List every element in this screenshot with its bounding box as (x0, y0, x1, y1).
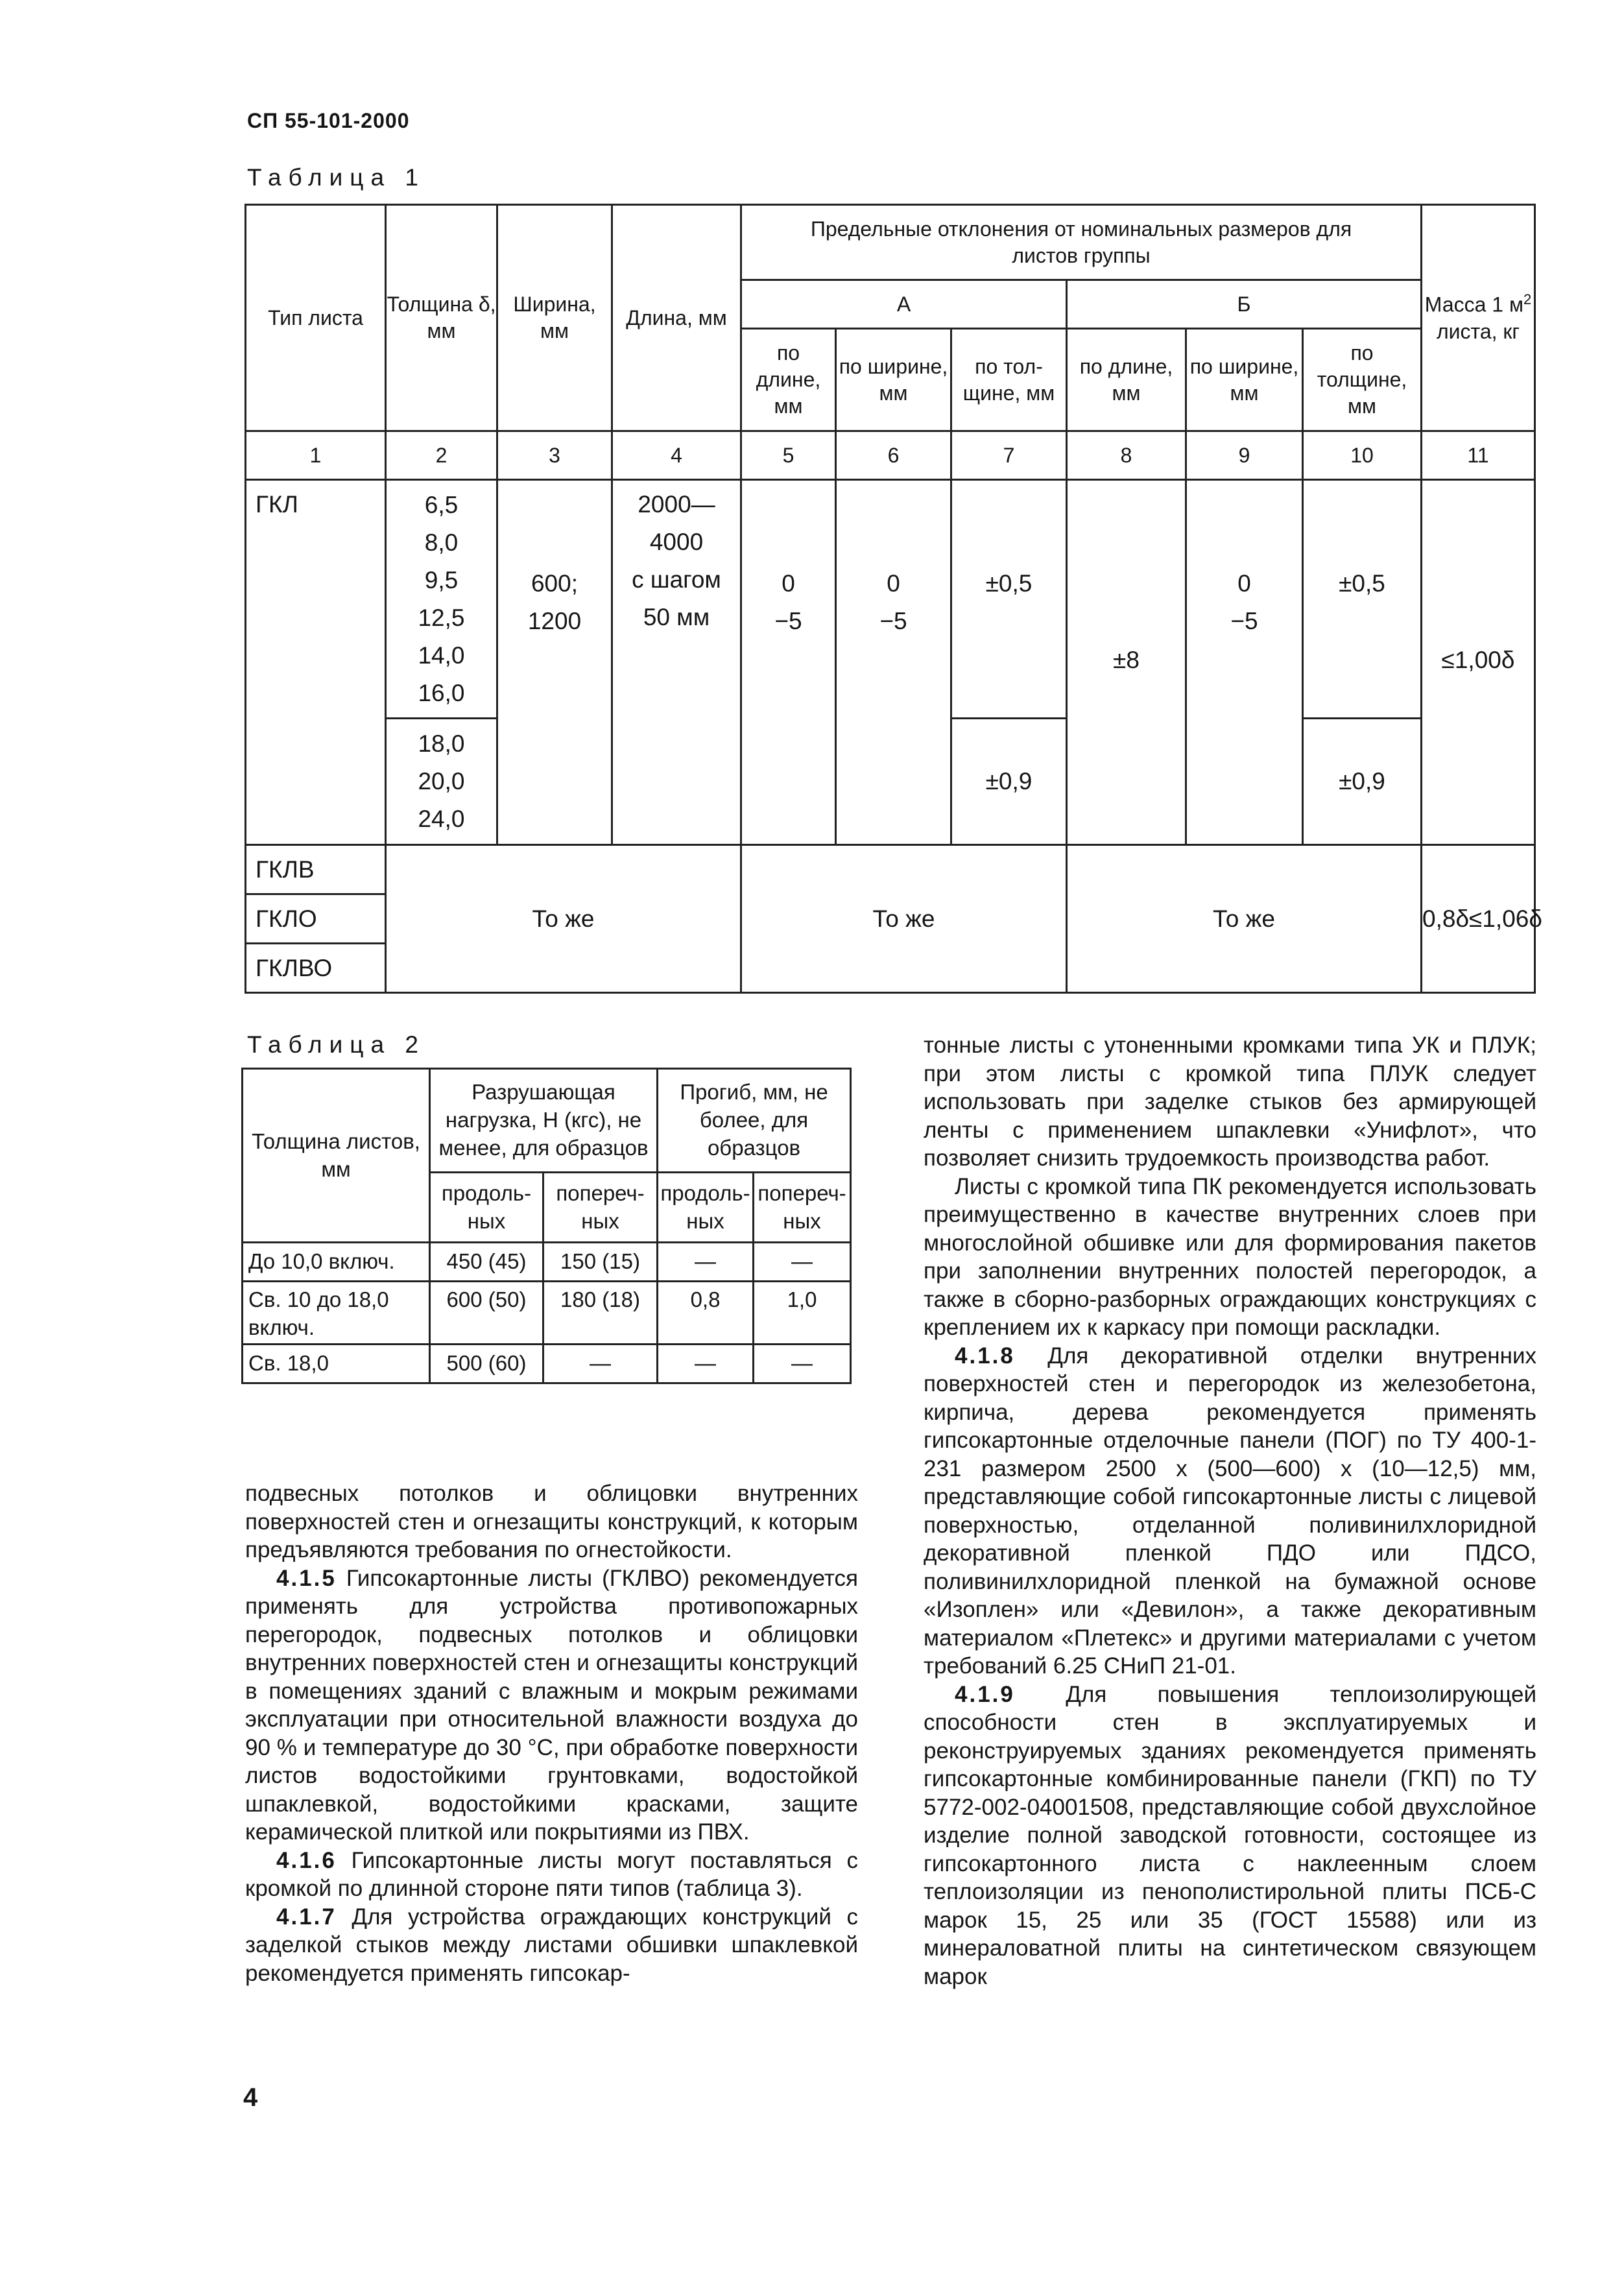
header-mass: Масса 1 $м^2$ листа, кг (1422, 205, 1535, 431)
table-cell: 450 (45) (430, 1243, 543, 1282)
column-number: 3 (497, 431, 612, 480)
table-cell: — (754, 1243, 851, 1282)
width-values: 600; 1200 (497, 480, 612, 845)
a-thickness-tolerance-1: ±0,5 (951, 480, 1067, 719)
header-width: Ширина, мм (497, 205, 612, 431)
header-b-length: по длине, мм (1067, 329, 1186, 431)
table1 (245, 204, 1542, 994)
column-number: 4 (612, 431, 741, 480)
header-deflection: Прогиб, мм, не более, для образцов (658, 1069, 851, 1173)
same-as-above-2: То же (741, 845, 1067, 993)
table-cell: — (658, 1243, 754, 1282)
table-cell: 0,8 (658, 1282, 754, 1345)
column-number: 10 (1303, 431, 1422, 480)
b-width-tolerance: 0 −5 (1186, 480, 1303, 845)
header-deviations: Предельные отклонения от номинальных размеров для листов группы (741, 205, 1422, 280)
table-cell: 1,0 (754, 1282, 851, 1345)
header-transverse: попереч-ных (754, 1173, 851, 1243)
table-cell: — (754, 1345, 851, 1383)
table2-caption: Таблица 2 (247, 1031, 425, 1058)
column-number: 1 (246, 431, 386, 480)
same-as-above-1: То же (386, 845, 741, 993)
paragraph-4-1-5: 4.1.5 Гипсокартонные листы (ГКЛВО) рекомендуется применять для устройства противопожарных перегородок, подвесных потолков и облицовки внутренних поверхностей стен и огнезащиты конструкций в помещениях зданий с влажным и мокрым режимами эксплуатации при относительной влажности воздуха до 90 % и температуре до 30 °С, при обработке поверхности листов водостойкими грунтовками, водостойкой шпаклевкой, водостойкими красками, защите керамической плиткой или покрытиями из ПВХ. (245, 1565, 858, 1845)
a-width-tolerance: 0 −5 (836, 480, 951, 845)
table-cell: — (543, 1345, 658, 1383)
table-cell: До 10,0 включ. (243, 1243, 430, 1282)
a-thickness-tolerance-2: ±0,9 (951, 719, 1067, 845)
paragraph-4-1-6: 4.1.6 Гипсокартонные листы могут поставляться с кромкой по длинной стороне пяти типов (таблица 3). (245, 1847, 858, 1901)
header-b-thickness: по толщине, мм (1303, 329, 1422, 431)
b-thickness-tolerance-2: ±0,9 (1303, 719, 1422, 845)
b-length-tolerance: ±8 (1067, 480, 1186, 845)
column-number: 8 (1067, 431, 1186, 480)
table-cell: Св. 10 до 18,0 включ. (243, 1282, 430, 1345)
table-cell: 500 (60) (430, 1345, 543, 1383)
header-b-width: по ширине, мм (1186, 329, 1303, 431)
paragraph: Листы с кромкой типа ПК рекомендуется использовать преимущественно в качестве внутренних слоев при многослойной обшивке или для формирования пакетов при заполнении внутренних полостей перегородок, а также в сборно-разборных ограждающих конструкциях с креплением их к каркасу при помощи раскладки. (924, 1173, 1536, 1340)
header-sheet-type: Тип листа (246, 205, 386, 431)
paragraph: подвесных потолков и облицовки внутренних поверхностей стен и огнезащиты конструкций, к которым предъявляются требования по огнестойкости. (245, 1481, 858, 1562)
document-code: СП 55-101-2000 (247, 109, 410, 132)
header-longitudinal: продоль-ных (430, 1173, 543, 1243)
right-column-text (924, 1031, 1536, 1991)
column-number: 9 (1186, 431, 1303, 480)
column-number: 5 (741, 431, 836, 480)
thickness-list-1: 6,5 8,0 9,5 12,5 14,0 16,0 (386, 480, 497, 719)
paragraph-4-1-8: 4.1.8 Для декоративной отделки внутренних поверхностей стен и перегородок из железобетона, кирпича, дерева рекомендуется применять гипсокартонные отделочные панели (ПОГ) по ТУ 400-1-231 размером 2500 x (500—600) x (10—12,5) мм, представляющие собой гипсокартонные листы с лицевой поверхностью, отделанной поливинилхлоридной декоративной пленкой ПДО или ПДСО, поливинилхлоридной пленкой на бумажной основе «Изоплен» или «Девилон», а также декоративным материалом «Плетекс» и другими материалами с учетом требований 6.25 СНиП 21-01. (924, 1343, 1536, 1679)
paragraph-4-1-9: 4.1.9 Для повышения теплоизолирующей способности стен в эксплуатируемых и реконструируемых зданиях рекомендуется применять гипсокартонные комбинированные панели (ГКП) по ТУ 5772-002-04001508, представляющие собой двухслойное изделие полной заводской готовности, состоящее из гипсокартонного листа с наклеенным слоем теплоизоляции из пенополистирольной плиты ПСБ-С марок 15, 25 или 35 (ГОСТ 15588) или из минераловатной плиты на синтетическом связующем марок (924, 1681, 1536, 1989)
header-sheet-thickness: Толщина листов, мм (243, 1069, 430, 1243)
column-number: 11 (1422, 431, 1535, 480)
header-length: Длина, мм (612, 205, 741, 431)
row-type-gklv: ГКЛВ (246, 845, 386, 894)
row-type-gklvo: ГКЛВО (246, 944, 386, 993)
length-values: 2000— 4000 с шагом 50 мм (612, 480, 741, 845)
table-cell: Св. 18,0 (243, 1345, 430, 1383)
header-longitudinal: продоль-ных (658, 1173, 754, 1243)
header-a-length: по длине, мм (741, 329, 836, 431)
table-cell: 600 (50) (430, 1282, 543, 1345)
table-cell: 150 (15) (543, 1243, 658, 1282)
header-group-b: Б (1067, 280, 1422, 329)
header-a-thickness: по тол-щине, мм (951, 329, 1067, 431)
column-number: 7 (951, 431, 1067, 480)
thickness-list-2: 18,0 20,0 24,0 (386, 719, 497, 845)
same-as-above-3: То же (1067, 845, 1422, 993)
column-number: 2 (386, 431, 497, 480)
mass-other: 0,8δ≤1,06δ (1422, 845, 1535, 993)
b-thickness-tolerance-1: ±0,5 (1303, 480, 1422, 719)
table2 (241, 1068, 852, 1384)
paragraph-4-1-7: 4.1.7 Для устройства ограждающих конструкций с заделкой стыков между листами обшивки шпаклевкой рекомендуется применять гипсокар- (245, 1904, 858, 1986)
row-type-gklo: ГКЛО (246, 894, 386, 944)
header-a-width: по ширине, мм (836, 329, 951, 431)
left-column-text (245, 1479, 858, 1987)
header-thickness: Толщина δ, мм (386, 205, 497, 431)
mass-gkl: ≤1,00δ (1422, 480, 1535, 845)
table1-caption: Таблица 1 (247, 164, 425, 191)
table-cell: 180 (18) (543, 1282, 658, 1345)
header-breaking-load: Разрушающая нагрузка, Н (кгс), не менее, для образцов (430, 1069, 658, 1173)
page-number: 4 (243, 2083, 258, 2112)
a-length-tolerance: 0 −5 (741, 480, 836, 845)
header-transverse: попереч-ных (543, 1173, 658, 1243)
column-number: 6 (836, 431, 951, 480)
row-type-gkl: ГКЛ (246, 480, 386, 845)
paragraph: тонные листы с утоненными кромками типа УК и ПЛУК; при этом листы с кромкой типа ПЛУК следует использовать при заделке стыков без армирующей ленты с применением шпаклевки «Унифлот», что позволяет снизить трудоемкость производства работ. (924, 1033, 1536, 1171)
table-cell: — (658, 1345, 754, 1383)
header-group-a: А (741, 280, 1067, 329)
